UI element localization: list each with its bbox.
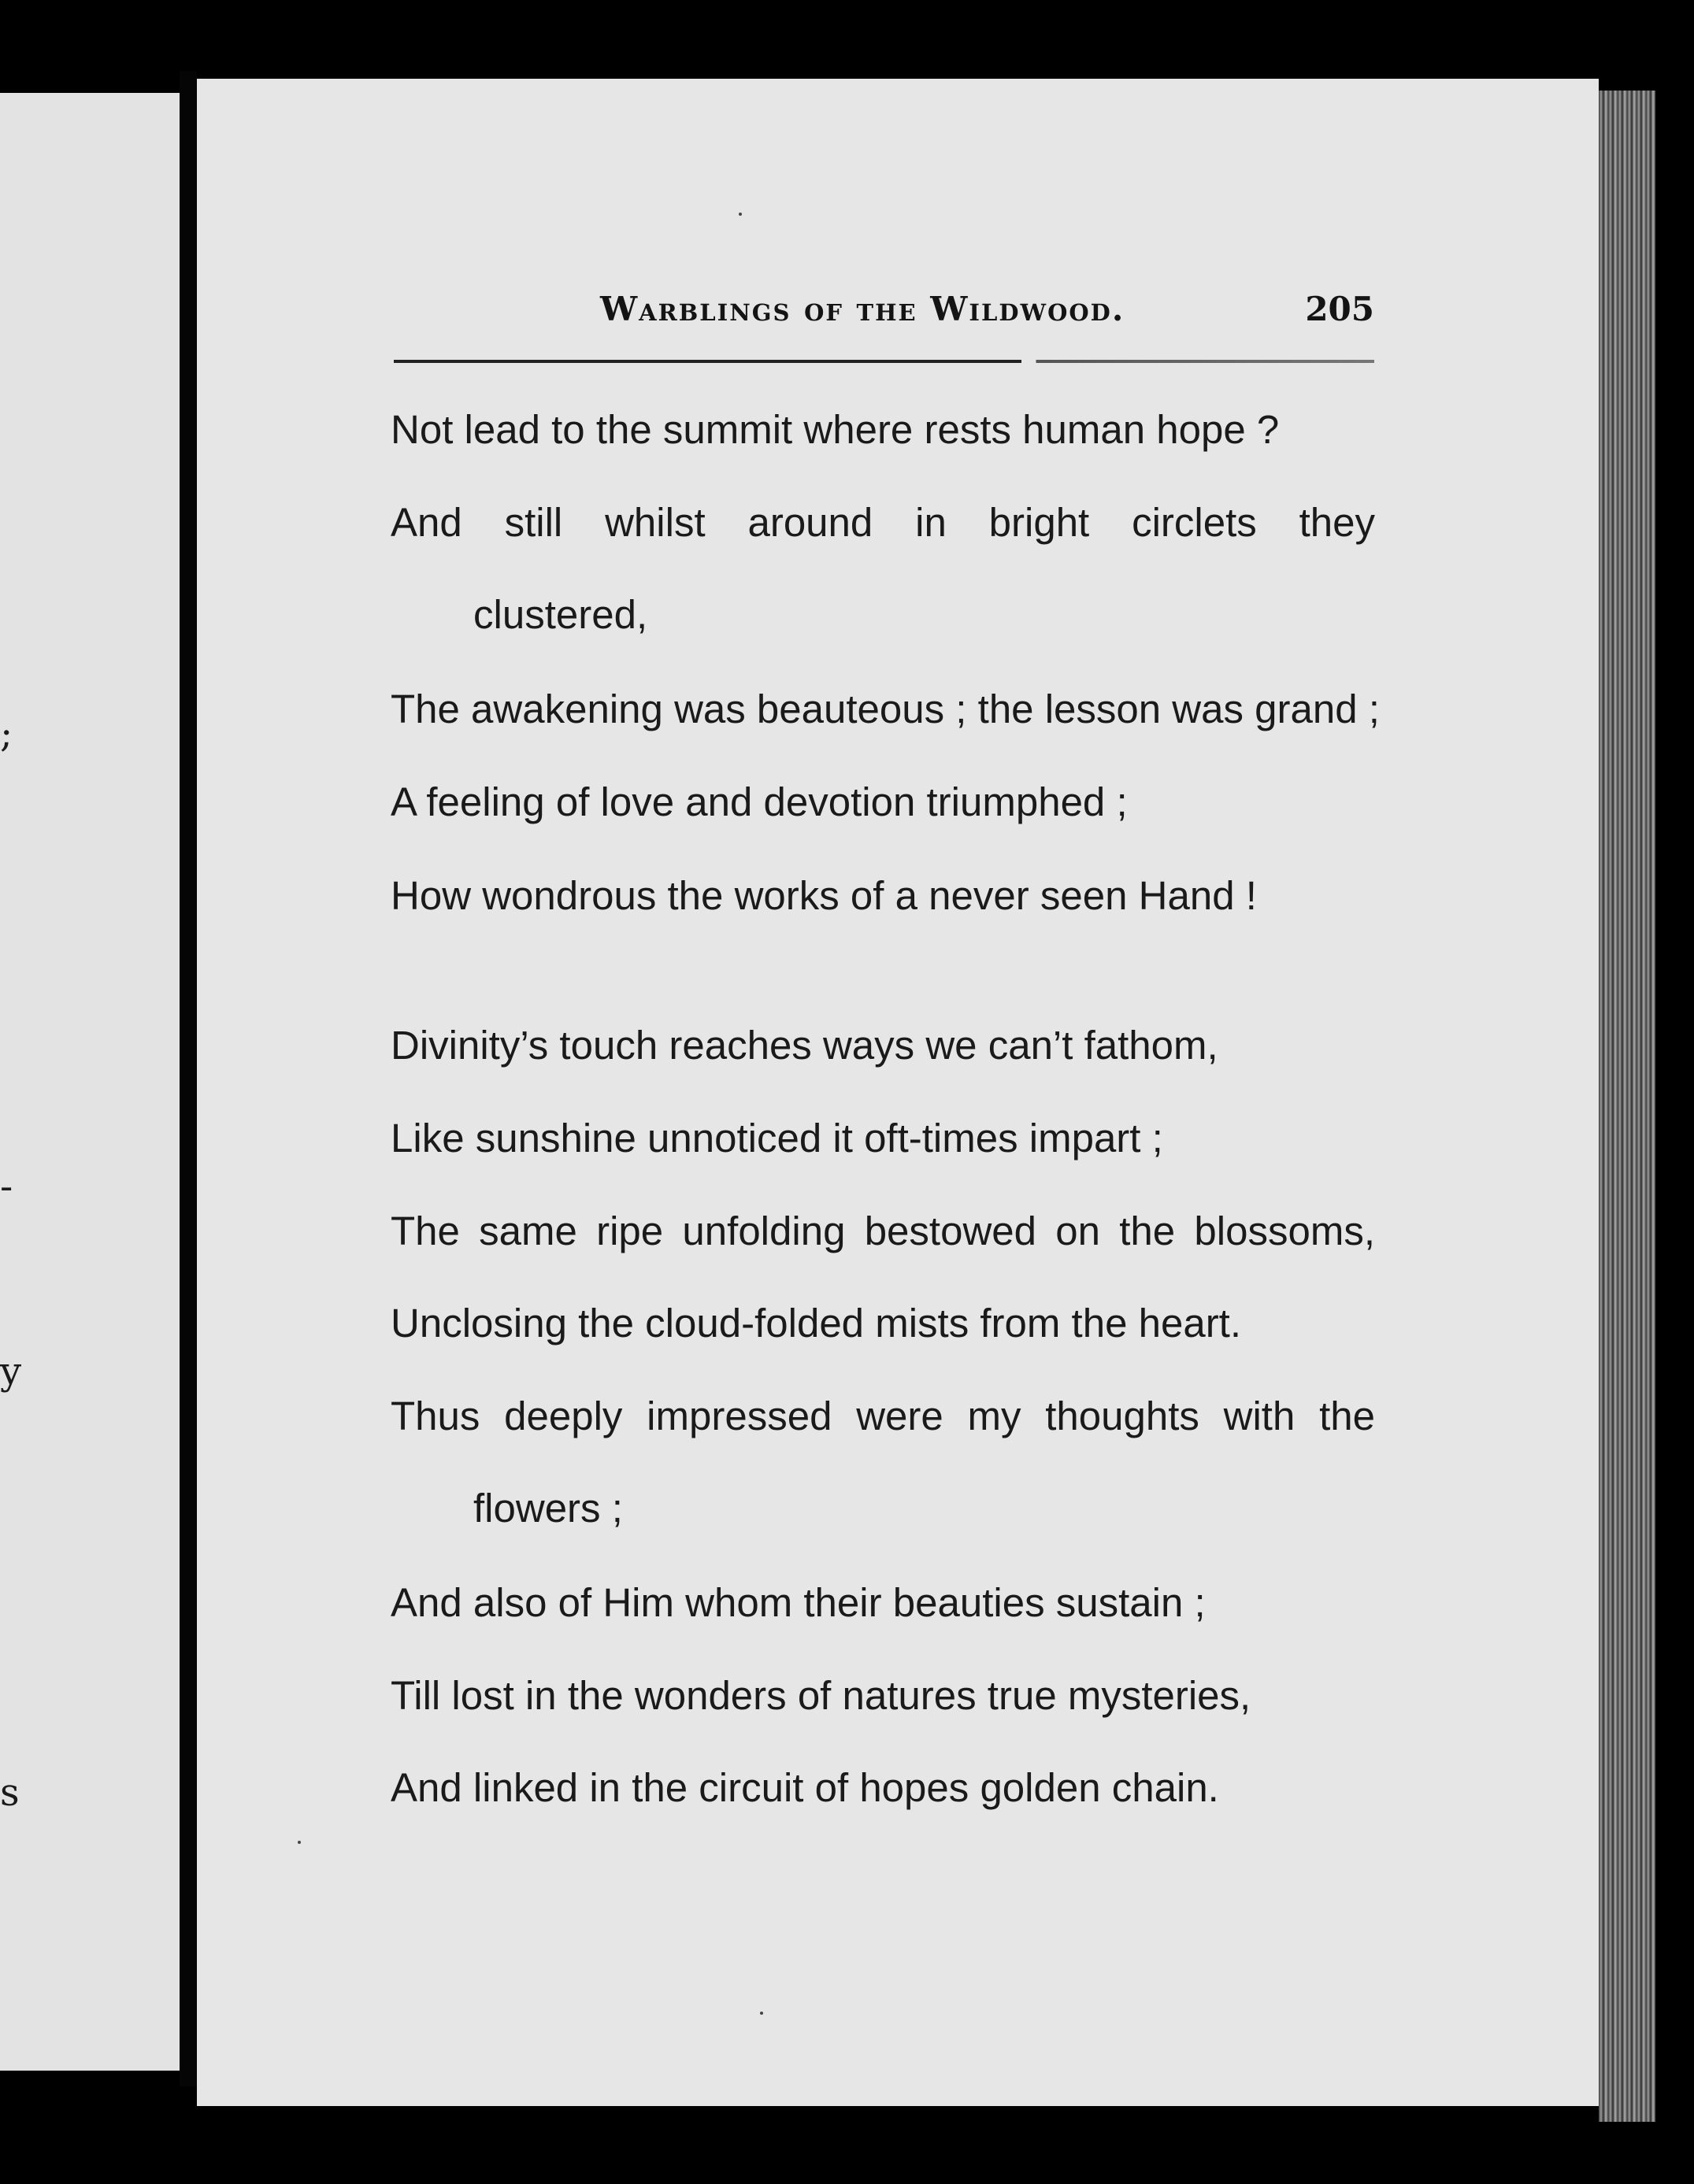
poem-line: A feeling of love and devotion triumphed ; — [391, 779, 1128, 824]
running-title: Warblings of the Wildwood. — [600, 290, 1125, 328]
page-header — [394, 290, 1374, 337]
poem-line: Like sunshine unnoticed it oft-times impart ; — [391, 1116, 1163, 1160]
page-number: 205 — [1305, 290, 1374, 328]
poem-line: The awakening was beauteous ; the lesson was grand ; — [391, 687, 1380, 731]
poem-line: Till lost in the wonders of natures true mysteries, — [391, 1673, 1251, 1718]
page-edges — [1599, 91, 1655, 2122]
facing-page-fragment: y — [0, 1349, 22, 1394]
poem-line: And also of Him whom their beauties sustain ; — [391, 1580, 1206, 1625]
facing-page — [0, 93, 180, 2071]
poem-line: Thus deeply impressed were my thoughts with the — [391, 1394, 1375, 1438]
poem-line: The same ripe unfolding bestowed on the blossoms, — [391, 1209, 1375, 1253]
poem-line-continuation: flowers ; — [473, 1486, 623, 1531]
header-rule — [394, 360, 1374, 363]
poem-line: Unclosing the cloud-folded mists from the heart. — [391, 1301, 1242, 1346]
facing-page-fragment: s — [0, 1771, 20, 1815]
poem-line: And linked in the circuit of hopes golden chain. — [391, 1765, 1219, 1810]
poem-line: And still whilst around in bright circlets they — [391, 500, 1375, 545]
book-gutter — [180, 71, 197, 2086]
facing-page-fragment: ; — [0, 712, 13, 756]
poem-line: How wondrous the works of a never seen Hand ! — [391, 873, 1257, 918]
poem-line: Not lead to the summit where rests human hope ? — [391, 407, 1280, 452]
poem-line: Divinity’s touch reaches ways we can’t fathom, — [391, 1023, 1218, 1068]
paper-speck — [739, 213, 742, 216]
poem-line-continuation: clustered, — [473, 592, 648, 637]
facing-page-fragment: - — [0, 1164, 13, 1209]
paper-speck — [760, 2012, 763, 2015]
paper-speck — [298, 1841, 301, 1844]
